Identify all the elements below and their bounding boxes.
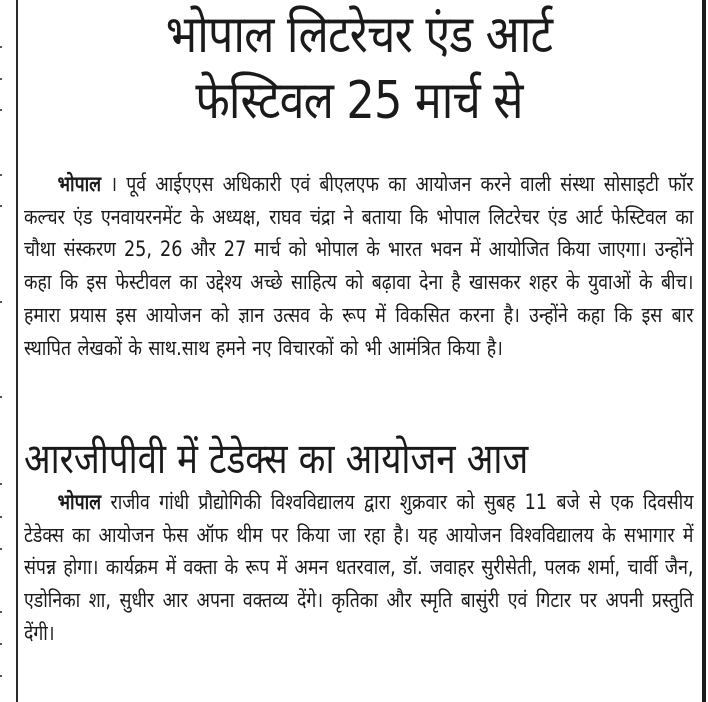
margin-tick xyxy=(0,548,2,550)
column-rule-right xyxy=(702,0,706,702)
story-1-paragraph xyxy=(24,168,693,364)
margin-tick xyxy=(0,611,2,613)
story-2-dateline: भोपाल xyxy=(57,490,102,514)
story-1-headline-line-1: भोपाल लिटरेचर एंड आर्ट xyxy=(165,5,553,65)
margin-tick xyxy=(0,205,2,207)
story-2-headline: आरजीपीवी में टेडेक्स का आयोजन आज xyxy=(24,434,529,483)
story-2-body-text: राजीव गांधी प्रौद्योगिकी विश्वविद्यालय द्वारा शुक्रवार को सुबह 11 बजे से एक दिवसीय टेडेक्स का आयोजन फेस ऑफ थीम पर किया जा रहा है। यह आयोजन विश्वविद्यालय के सभागार में संपन्न होगा। कार्यक्रम में वक्ता के रूप में अमन धतरवाल, डॉ. जवाहर सुरीसेती, पलक शर्मा, चार्वी जैन, एडोनिका शा, सुधीर आर अपना वक्तव्य देंगे। कृतिका और स्मृति बासुंरी एवं गिटार पर अपनी प्रस्तुति देंगी। xyxy=(24,490,694,645)
margin-tick xyxy=(0,396,2,398)
margin-tick xyxy=(0,109,2,111)
margin-tick xyxy=(0,174,2,176)
margin-tick xyxy=(0,483,2,485)
story-2-body xyxy=(24,486,693,650)
story-2-paragraph xyxy=(24,486,693,650)
margin-tick xyxy=(0,301,2,303)
column-rule-left xyxy=(16,0,18,702)
margin-tick xyxy=(0,675,2,677)
story-1-body-text: पूर्व आईएएस अधिकारी एवं बीएलएफ का आयोजन करने वाली संस्था सोसाइटी फॉर कल्चर एंड एनवायरनमेंट के अध्यक्ष, राघव चंद्रा ने बताया कि भोपाल लिटरेचर एंड आर्ट फेस्टिवल का चौथा संस्करण 25, 26 और 27 मार्च को भोपाल के भारत भवन में आयोजित किया जाएगा। उन्होंने कहा कि इस फेस्टीवल का उद्देश्य अच्छे साहित्य को बढ़ावा देना है खासकर शहर के युवाओं के बीच। हमारा प्रयास इस आयोजन को ज्ञान उत्सव के रूप में विकसित करना है। उन्होंने कहा कि इस बार स्थापित लेखकों के साथ.साथ हमने नए विचारकों को भी आमंत्रित किया है। xyxy=(24,172,694,360)
margin-tick xyxy=(0,643,2,645)
story-1-body xyxy=(24,168,693,364)
story-1-dateline: भोपाल xyxy=(57,172,102,196)
dateline-separator: । xyxy=(101,172,127,196)
story-1-headline-line-2: फेस्टिवल 25 मार्च से xyxy=(195,71,523,131)
margin-tick xyxy=(0,46,2,48)
margin-tick xyxy=(0,78,2,80)
margin-tick xyxy=(0,516,2,518)
story-1-headline xyxy=(71,2,647,134)
